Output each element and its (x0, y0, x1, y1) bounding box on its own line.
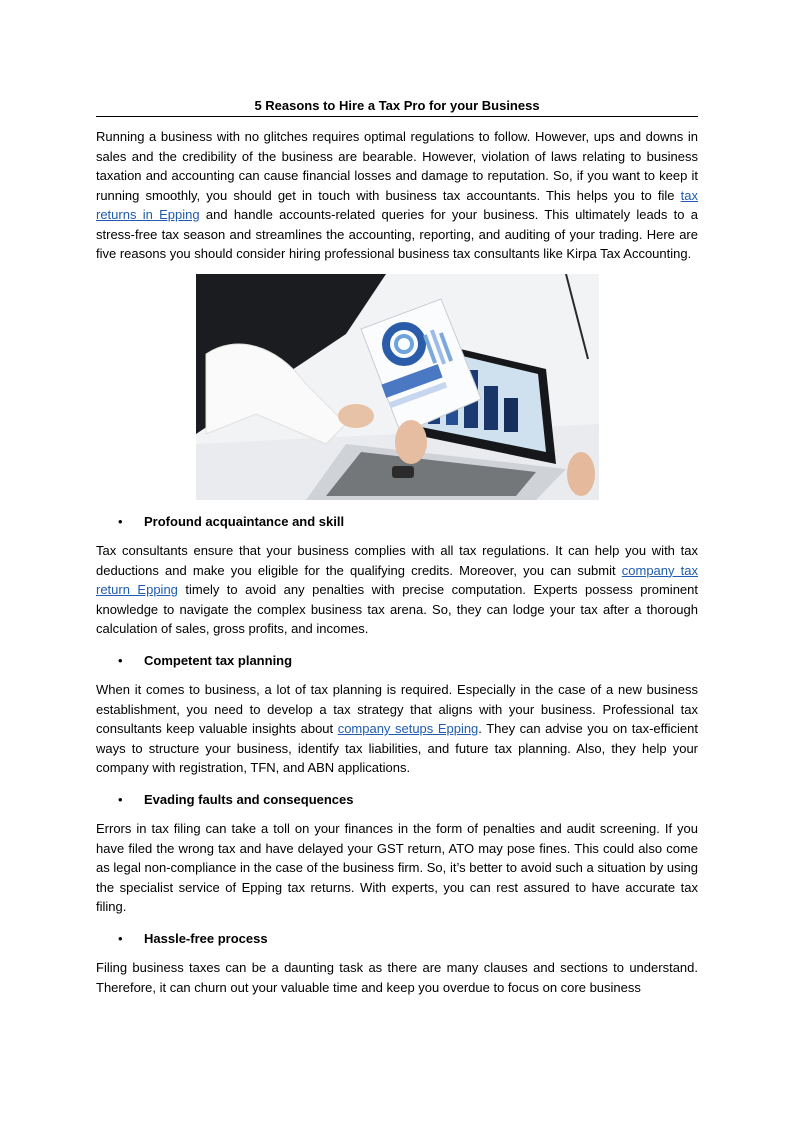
intro-paragraph (96, 127, 698, 264)
intro-text-1: Running a business with no glitches requires optimal regulations to follow. However, ups and downs in sales and the credibility of the business are bearable. However, violation of laws relating to business taxation and accounting can cause financial losses and damage to reputation. So, if you want to keep it running smoothly, you should get in touch with business tax accountants. This helps you to file (96, 129, 698, 203)
bullet-icon: • (118, 791, 123, 807)
section-heading-4: • Hassle-free process (96, 929, 698, 949)
company-tax-return-link[interactable]: company tax return Epping (96, 562, 699, 597)
section-body-3: Errors in tax filing can take a toll on your finances in the form of penalties and audit screening. If you have filed the wrong tax and have delayed your GST return, ATO may pose fines. This could also come as legal non-compliance in the case of the business firm. So, it’s better to avoid such a situation by using the specialist service of Epping tax returns. With experts, you can rest assured to have accurate tax filing. (96, 821, 698, 914)
document-page (96, 0, 698, 997)
page-title: 5 Reasons to Hire a Tax Pro for your Business (96, 97, 698, 117)
section-heading-2: • Competent tax planning (96, 651, 698, 671)
bullet-icon: • (118, 930, 123, 946)
company-setups-link[interactable]: company setups Epping (337, 721, 479, 736)
section-heading-1: • Profound acquaintance and skill (96, 512, 698, 532)
section-heading-3: • Evading faults and consequences (96, 790, 698, 810)
intro-text-2: and handle accounts-related queries for your business. This ultimately leads to a stress-free tax season and streamlines the accounting, reporting, and auditing of your trading. Here are five reasons you should consider hiring professional business tax consultants like Kirpa Tax Accounting. (96, 207, 699, 261)
bullet-icon: • (118, 652, 123, 668)
tax-returns-link[interactable]: tax returns in Epping (96, 187, 698, 222)
section-body-2: When it comes to business, a lot of tax planning is required. Especially in the case of a new business establishment, you need to develop a tax strategy that aligns with your business. Professional tax consultants keep valuable insights about company setups Epping. They can advise you on tax-efficient ways to structure your business, identify tax liabilities, and future tax planning. Also, they help your company with registration, TFN, and ABN applications. (96, 682, 698, 775)
bullet-icon: • (118, 513, 123, 529)
section-body-1: Tax consultants ensure that your business complies with all tax regulations. It can help you with tax deductions and make you eligible for the qualifying credits. Moreover, you can submit company tax return Epping timely to avoid any penalties with precise computation. Experts possess prominent knowledge to navigate the complex business tax arena. So, they can lodge your tax after a thorough calculation of sales, gross profits, and incomes. (96, 543, 699, 636)
section-body-4: Filing business taxes can be a daunting task as there are many clauses and sections to understand. Therefore, it can churn out your valuable time and keep you overdue to focus on core business (96, 960, 698, 995)
business-analytics-photo (196, 274, 599, 500)
